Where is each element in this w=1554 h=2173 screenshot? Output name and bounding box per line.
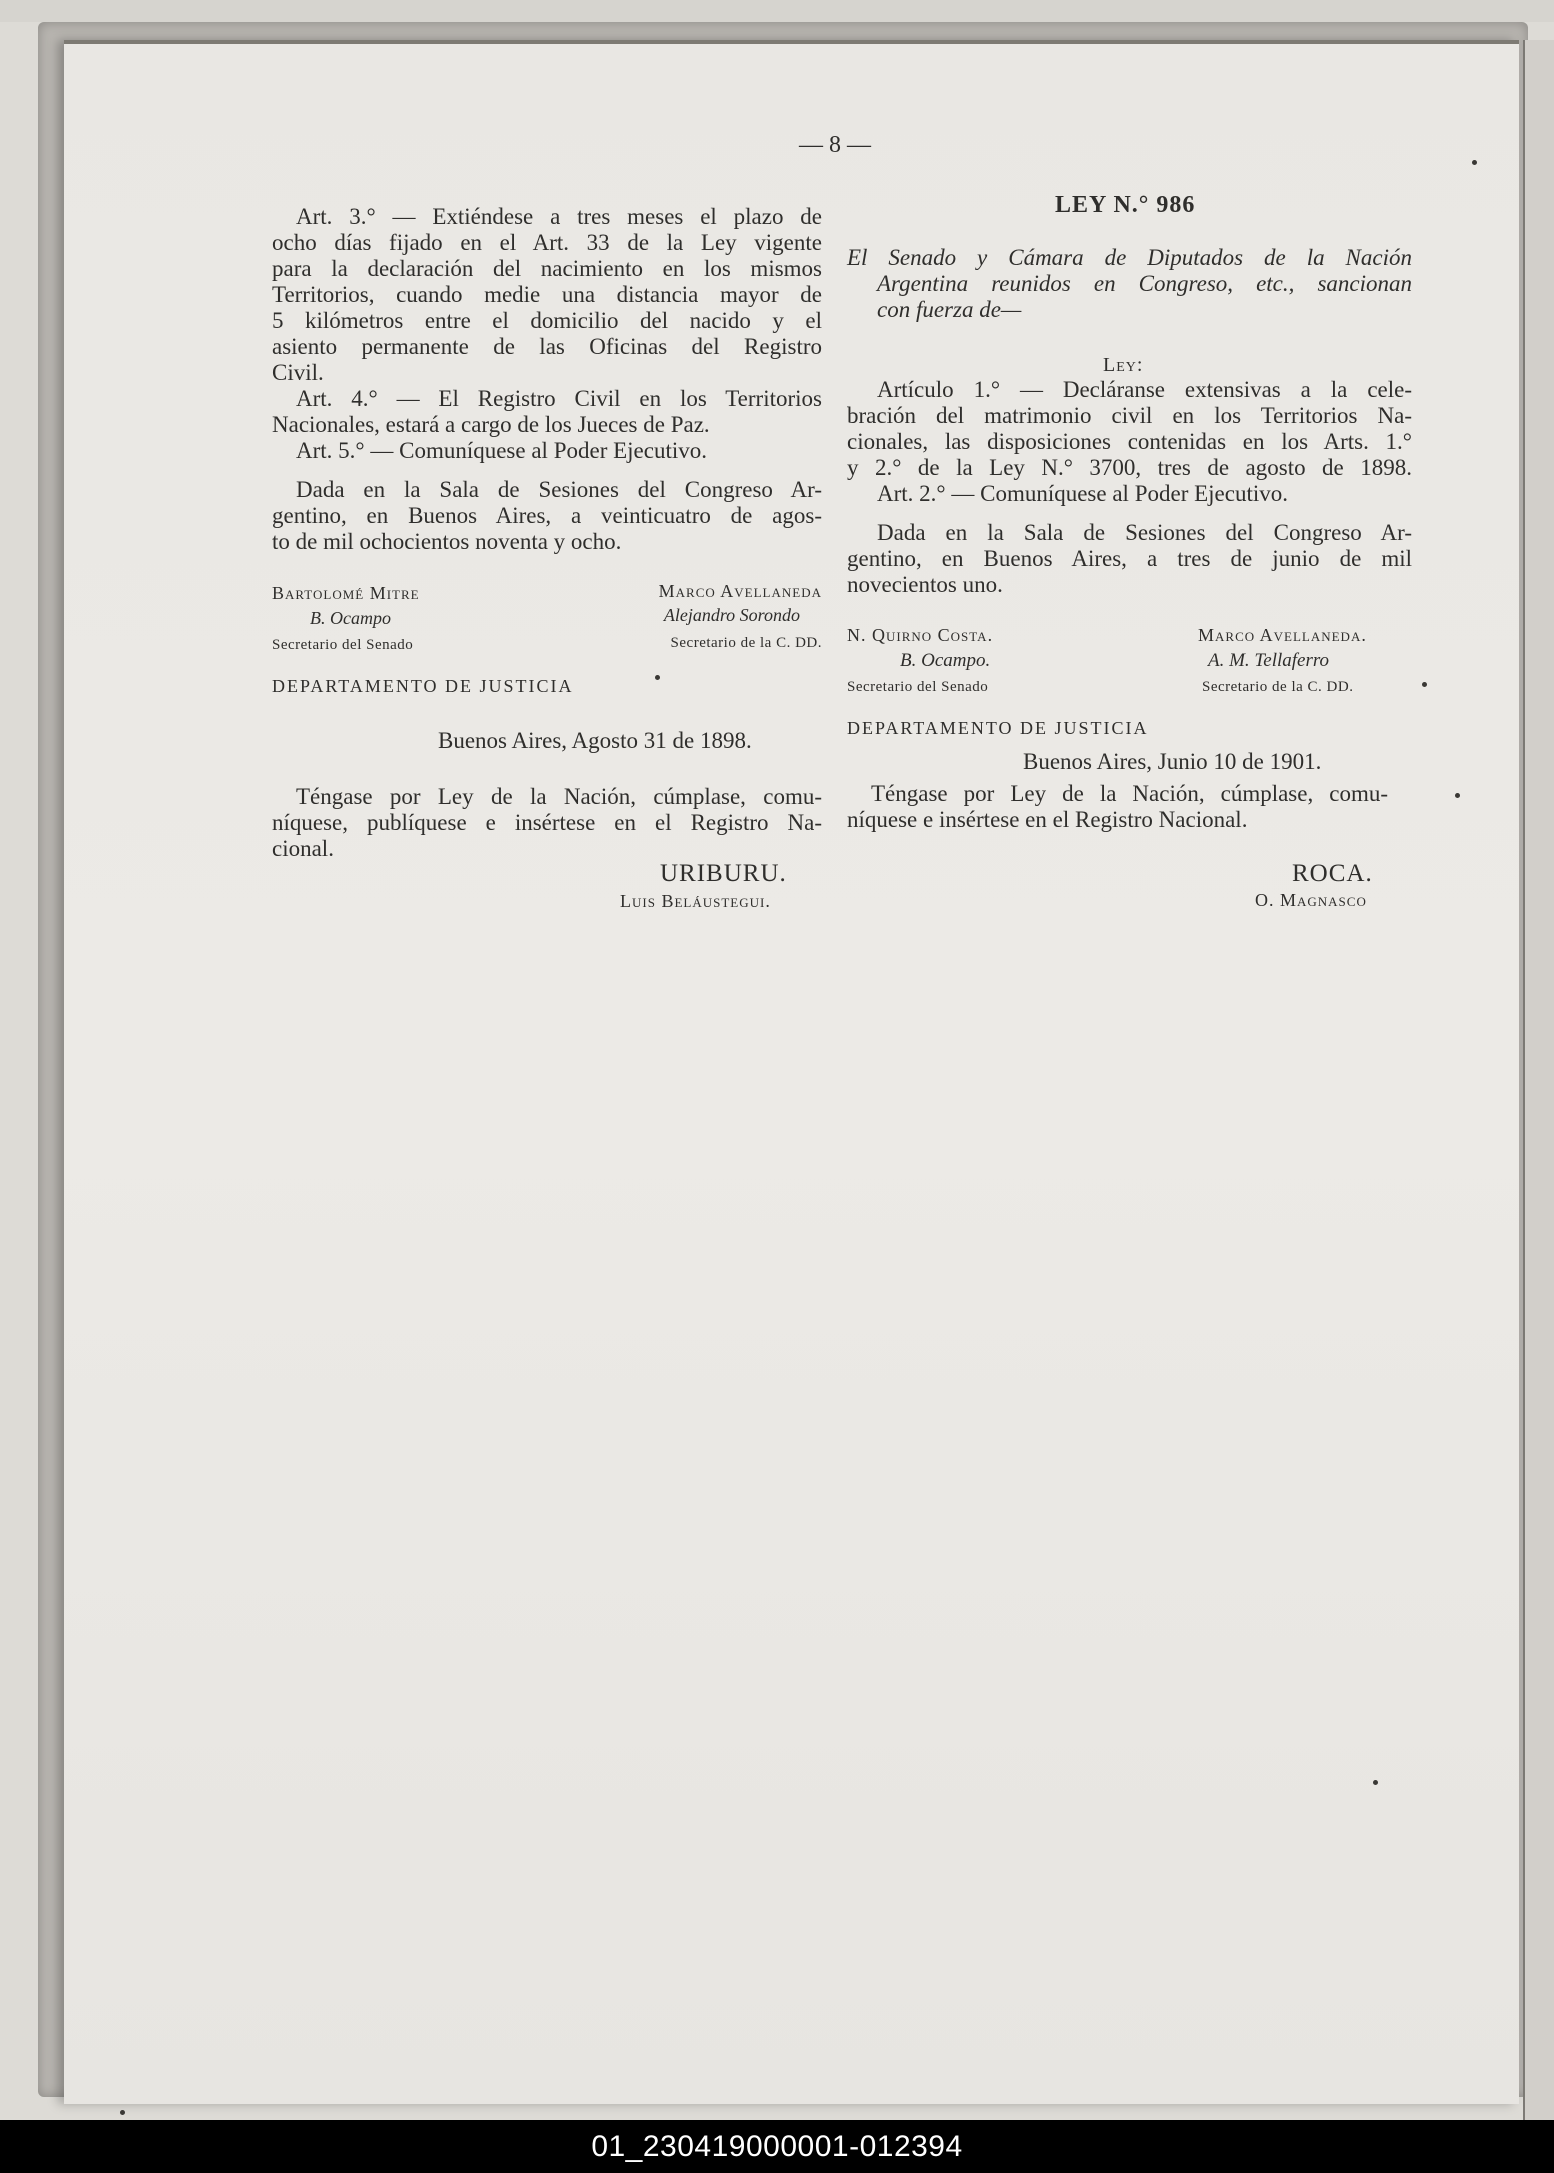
article-5: Art. 5.° — Comuníquese al Poder Ejecutivo.: [296, 438, 707, 463]
minister: Luis Beláustegui.: [620, 891, 771, 911]
dust-speck: [655, 675, 660, 680]
article-3-line: 5 kilómetros entre el domicilio del nacido y el: [272, 308, 822, 333]
tengase-line: Téngase por Ley de la Nación, cúmplase, comu-: [871, 781, 1388, 806]
dada-line: gentino, en Buenos Aires, a veinticuatro de agos-: [272, 503, 822, 528]
page-number: — 8 —: [799, 132, 871, 158]
article-4-line: Nacionales, estará a cargo de los Jueces de Paz.: [272, 412, 710, 437]
preamble-line: con fuerza de—: [877, 297, 1022, 322]
tengase-line: níquese, publíquese e insértese en el Registro Na-: [272, 810, 822, 835]
dust-speck: [1472, 160, 1477, 165]
dada-line: Dada en la Sala de Sesiones del Congreso Ar-: [877, 520, 1412, 545]
signature-title-right: Secretario de la C. DD.: [670, 635, 822, 651]
signature-secretary-right: Alejandro Sorondo: [663, 605, 800, 625]
article-4-line: Art. 4.° — El Registro Civil en los Territorios: [296, 386, 822, 411]
signer: URIBURU.: [660, 860, 787, 887]
article-1-line: cionales, las disposiciones contenidas en los Arts. 1.°: [847, 429, 1412, 454]
article-2: Art. 2.° — Comuníquese al Poder Ejecutivo.: [877, 481, 1288, 506]
adjacent-page-edge: [1523, 40, 1554, 2120]
minister: O. Magnasco: [1255, 890, 1367, 910]
signature-name-right: Marco Avellaneda.: [1198, 625, 1367, 645]
article-3-line: Art. 3.° — Extiéndese a tres meses el plazo de: [296, 204, 822, 229]
preamble-line: Argentina reunidos en Congreso, etc., sancionan: [877, 271, 1412, 296]
signature-secretary-left: B. Ocampo.: [900, 650, 991, 671]
signature-secretary-left: B. Ocampo: [310, 608, 391, 628]
date-line: Buenos Aires, Agosto 31 de 1898.: [438, 728, 752, 753]
article-3-line: Civil.: [272, 360, 324, 385]
signature-name-left: N. Quirno Costa.: [847, 625, 994, 645]
article-1-line: y 2.° de la Ley N.° 3700, tres de agosto de 1898.: [847, 455, 1412, 480]
department-heading: DEPARTAMENTO DE JUSTICIA: [847, 718, 1149, 738]
signature-title-right: Secretario de la C. DD.: [1202, 679, 1354, 695]
date-line: Buenos Aires, Junio 10 de 1901.: [1023, 749, 1322, 774]
image-id-caption: 01_230419000001-012394: [0, 2120, 1554, 2173]
article-3-line: Territorios, cuando medie una distancia mayor de: [272, 282, 822, 307]
article-3-line: asiento permanente de las Oficinas del Registro: [272, 334, 822, 359]
dada-line: Dada en la Sala de Sesiones del Congreso Ar-: [296, 477, 822, 502]
dust-speck: [1373, 1780, 1378, 1785]
top-edge: [0, 0, 1554, 22]
tengase-line: Téngase por Ley de la Nación, cúmplase, comu-: [296, 784, 822, 809]
tengase-line: cional.: [272, 836, 334, 861]
signature-name-right: Marco Avellaneda: [658, 581, 822, 601]
article-3-line: ocho días fijado en el Art. 33 de la Ley vigente: [272, 230, 822, 255]
signature-title-left: Secretario del Senado: [847, 679, 989, 695]
article-1-line: Artículo 1.° — Decláranse extensivas a la cele-: [877, 377, 1412, 402]
dust-speck: [120, 2110, 125, 2115]
dust-speck: [1455, 793, 1460, 798]
signer: ROCA.: [1292, 860, 1373, 887]
preamble-line: El Senado y Cámara de Diputados de la Nación: [847, 245, 1412, 270]
article-3-line: para la declaración del nacimiento en los mismos: [272, 256, 822, 281]
dada-line: to de mil ochocientos noventa y ocho.: [272, 529, 622, 554]
dada-line: gentino, en Buenos Aires, a tres de junio de mil: [847, 546, 1412, 571]
ley-heading: Ley:: [1103, 354, 1144, 376]
dada-line: novecientos uno.: [847, 572, 1003, 597]
dust-speck: [1422, 682, 1427, 687]
signature-secretary-right: A. M. Tellaferro: [1208, 650, 1330, 671]
signature-name-left: Bartolomé Mitre: [272, 583, 420, 603]
signature-title-left: Secretario del Senado: [272, 637, 414, 653]
tengase-line: níquese e insértese en el Registro Nacional.: [847, 807, 1248, 832]
law-title: LEY N.° 986: [1055, 192, 1196, 218]
department-heading: DEPARTAMENTO DE JUSTICIA: [272, 676, 574, 696]
article-1-line: bración del matrimonio civil en los Territorios Na-: [847, 403, 1412, 428]
